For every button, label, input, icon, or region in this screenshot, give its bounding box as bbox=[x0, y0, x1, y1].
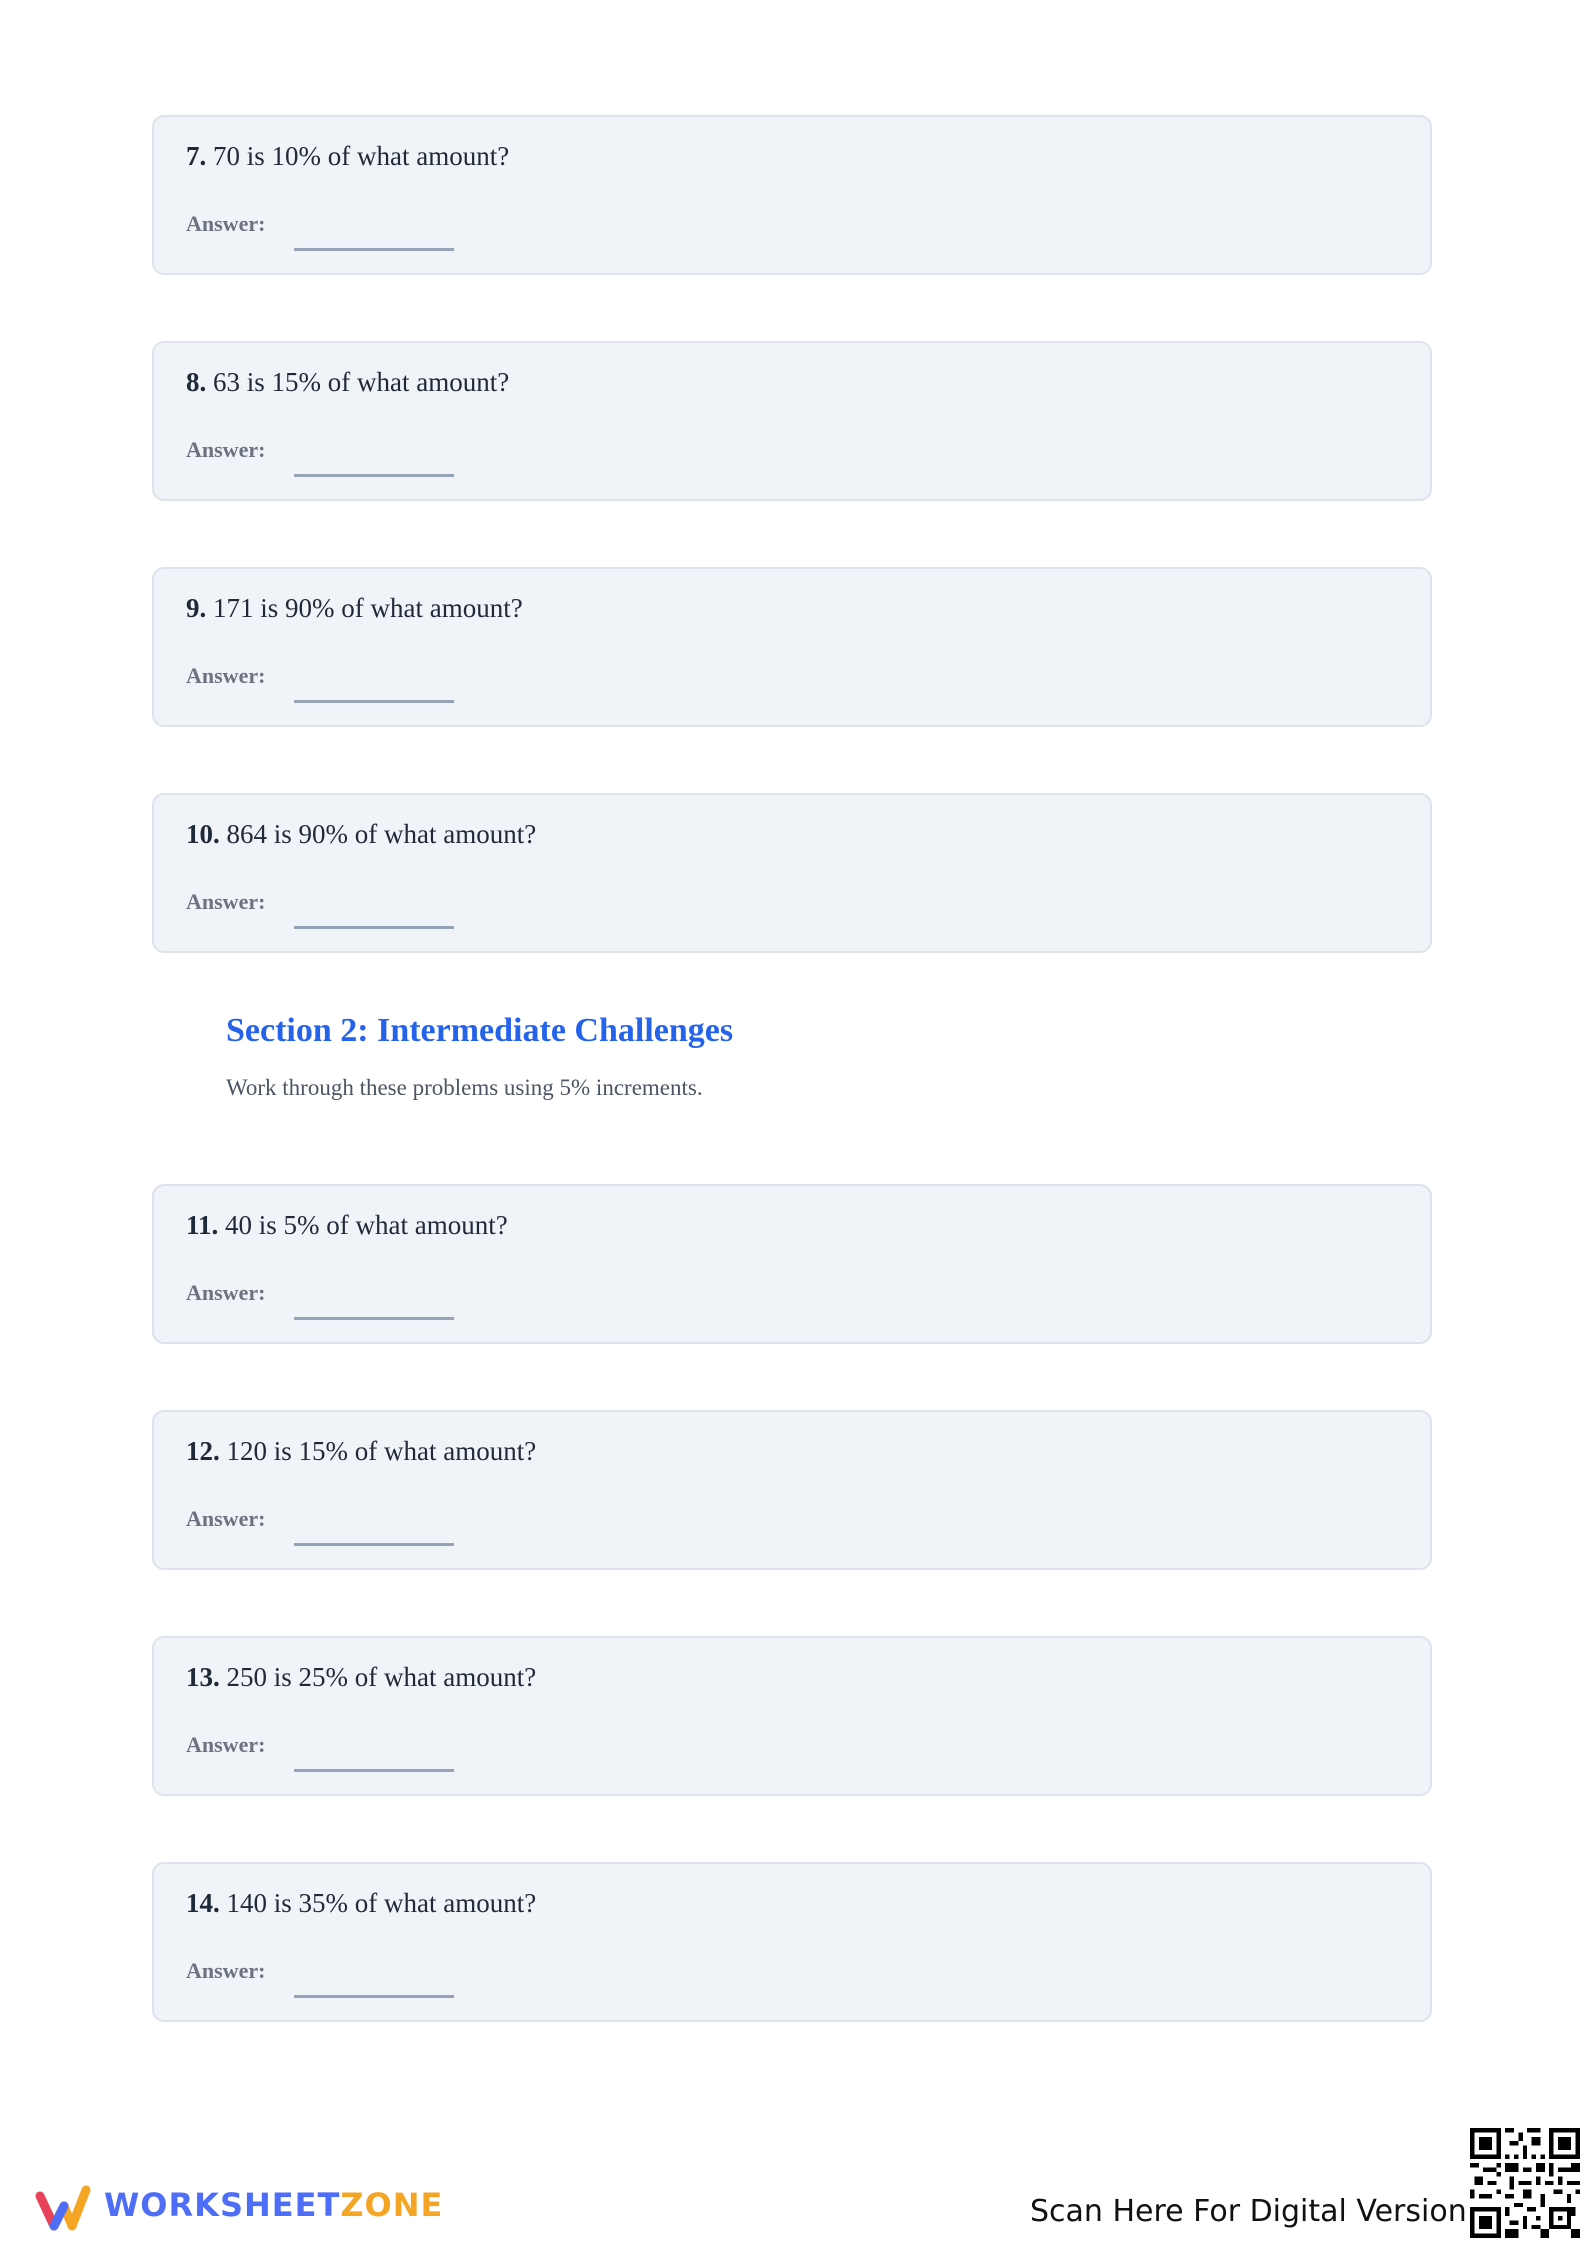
answer-blank[interactable] bbox=[294, 474, 454, 477]
question-text bbox=[186, 141, 509, 172]
question-prompt: 63 is 15% of what amount? bbox=[213, 367, 510, 397]
question-prompt: 120 is 15% of what amount? bbox=[226, 1436, 537, 1466]
section-title: Section 2: Intermediate Challenges bbox=[226, 1012, 734, 1049]
question-prompt: 250 is 25% of what amount? bbox=[226, 1662, 537, 1692]
answer-label: Answer: bbox=[186, 1280, 266, 1305]
section-description: Work through these problems using 5% increments. bbox=[226, 1075, 703, 1100]
question-prompt: 40 is 5% of what amount? bbox=[225, 1210, 508, 1240]
answer-label: Answer: bbox=[186, 663, 266, 688]
answer-blank[interactable] bbox=[294, 1769, 454, 1772]
answer-label: Answer: bbox=[186, 211, 266, 236]
question-number: 8. bbox=[186, 367, 207, 397]
question-number: 11. bbox=[186, 1210, 219, 1240]
question-card bbox=[152, 1636, 1432, 1796]
question-text bbox=[186, 1888, 536, 1919]
question-card bbox=[152, 1410, 1432, 1570]
brand-part-2: ZONE bbox=[340, 2186, 444, 2224]
question-number: 12. bbox=[186, 1436, 220, 1466]
question-card bbox=[152, 115, 1432, 275]
brand-wordmark[interactable] bbox=[104, 2186, 443, 2224]
question-text bbox=[186, 367, 509, 398]
qr-code-icon[interactable] bbox=[1470, 2128, 1580, 2238]
question-number: 14. bbox=[186, 1888, 220, 1918]
question-text bbox=[186, 593, 523, 624]
answer-label: Answer: bbox=[186, 1506, 266, 1531]
answer-blank[interactable] bbox=[294, 1995, 454, 1998]
answer-blank[interactable] bbox=[294, 1317, 454, 1320]
question-prompt: 171 is 90% of what amount? bbox=[213, 593, 523, 623]
question-number: 13. bbox=[186, 1662, 220, 1692]
question-number: 10. bbox=[186, 819, 220, 849]
question-number: 7. bbox=[186, 141, 207, 171]
question-prompt: 140 is 35% of what amount? bbox=[226, 1888, 537, 1918]
question-prompt: 864 is 90% of what amount? bbox=[226, 819, 537, 849]
worksheetzone-logo-icon bbox=[34, 2176, 94, 2236]
answer-label: Answer: bbox=[186, 437, 266, 462]
question-card bbox=[152, 793, 1432, 953]
answer-blank[interactable] bbox=[294, 248, 454, 251]
question-card bbox=[152, 1184, 1432, 1344]
answer-label: Answer: bbox=[186, 889, 266, 914]
answer-blank[interactable] bbox=[294, 926, 454, 929]
question-card bbox=[152, 567, 1432, 727]
question-text bbox=[186, 819, 536, 850]
question-card bbox=[152, 341, 1432, 501]
question-text bbox=[186, 1436, 536, 1467]
question-text bbox=[186, 1662, 536, 1693]
question-text bbox=[186, 1210, 508, 1241]
question-prompt: 70 is 10% of what amount? bbox=[213, 141, 510, 171]
scan-text: Scan Here For Digital Version bbox=[1030, 2194, 1467, 2229]
brand-part-1: WORKSHEET bbox=[104, 2186, 341, 2224]
answer-label: Answer: bbox=[186, 1732, 266, 1757]
question-number: 9. bbox=[186, 593, 207, 623]
answer-blank[interactable] bbox=[294, 700, 454, 703]
answer-label: Answer: bbox=[186, 1958, 266, 1983]
question-card bbox=[152, 1862, 1432, 2022]
answer-blank[interactable] bbox=[294, 1543, 454, 1546]
